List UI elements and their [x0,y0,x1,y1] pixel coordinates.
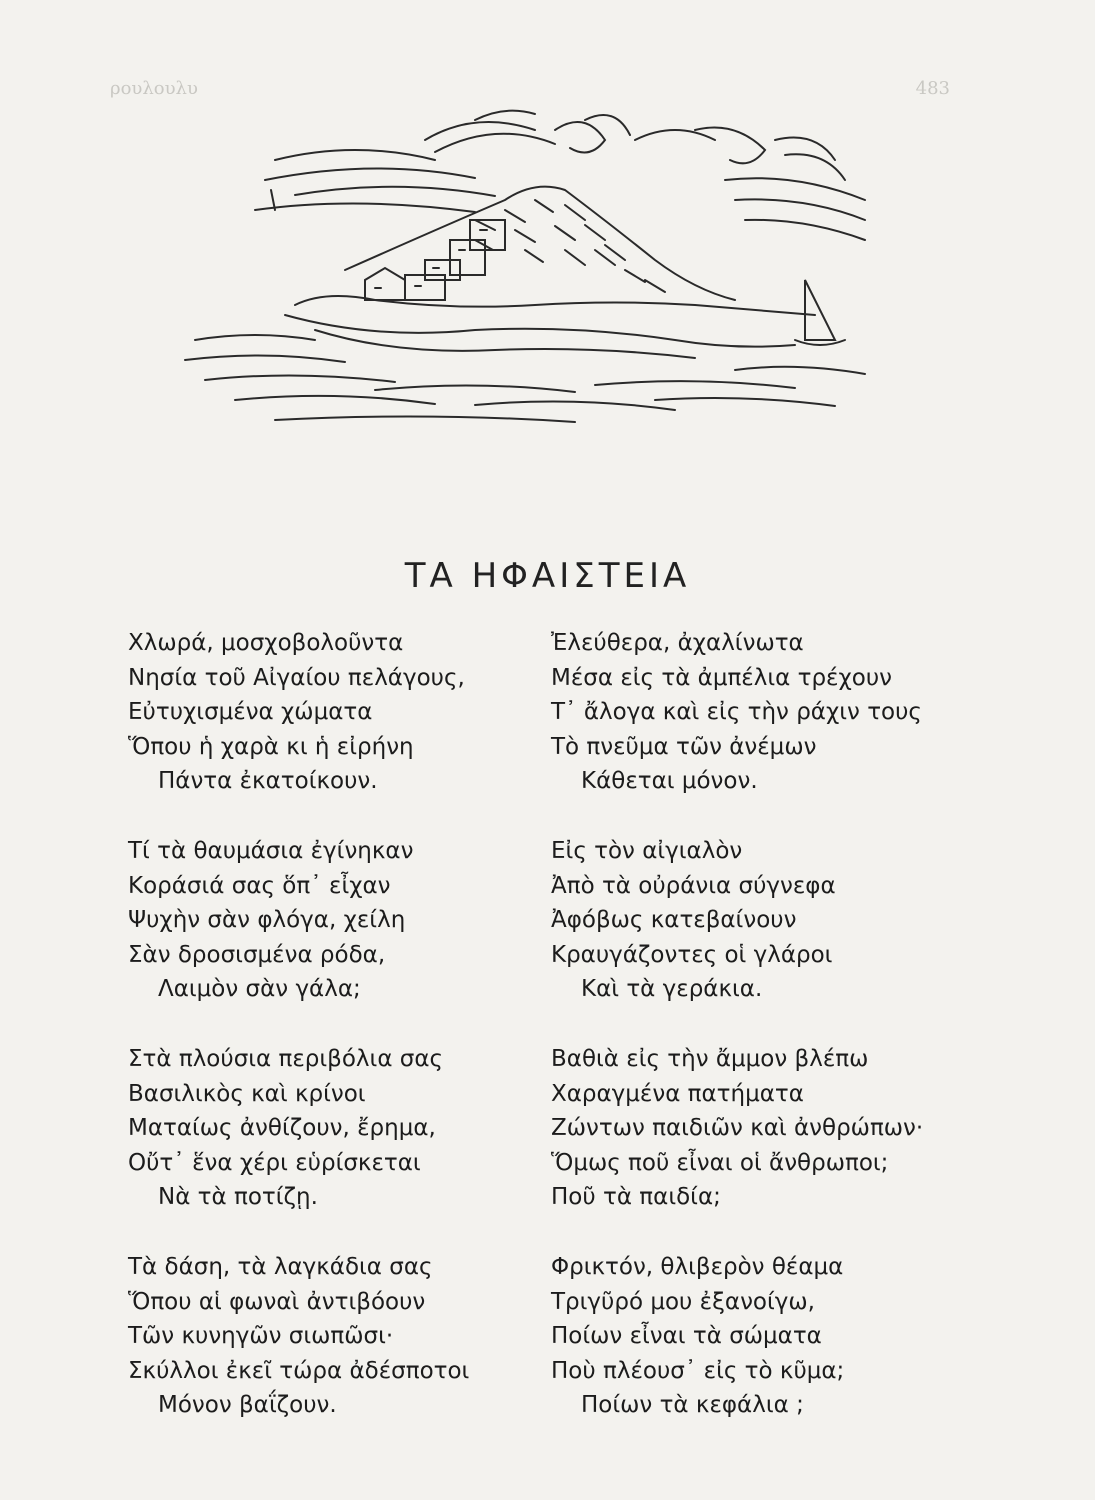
verse-line: Κραυγάζοντες οἱ γλάροι [551,941,833,968]
verse-line: Τί τὰ θαυμάσια ἐγίνηκαν [128,838,414,864]
verse-line: Ἐλεύθερα, ἀχαλίνωτα [551,630,804,656]
verse-line: Χλωρά, μοσχοβολοῦντα [128,630,404,656]
verse-line: Ποὺ πλέουσ᾿ εἰς τὸ κῦμα; [551,1357,845,1384]
verse-line: Στὰ πλούσια περιβόλια σας [128,1046,444,1072]
verse-line: Βασιλικὸς καὶ κρίνοι [128,1080,366,1107]
verse-line: Κάθεται μόνον. [581,768,758,794]
verse-line: Οὔτ᾿ ἕνα χέρι εὑρίσκεται [128,1149,421,1176]
left-column [128,626,558,1458]
verse-line: Ποίων τὰ κεφάλια ; [581,1392,804,1418]
verse-line: Ζώντων παιδιῶν καὶ ἀνθρώπων· [551,1115,924,1141]
verse-line: Ματαίως ἀνθίζουν, ἔρημα, [128,1115,436,1141]
verse-line: Τὰ δάση, τὰ λαγκάδια σας [128,1254,433,1280]
island-illustration [175,100,875,430]
verse-line: Ἀφόβως κατεβαίνουν [551,907,797,933]
verse-line: Κοράσιά σας ὅπ᾿ εἶχαν [128,872,391,899]
verse-line: Ψυχὴν σὰν φλόγα, χείλη [128,907,406,933]
stanza [128,834,558,1042]
stanza [128,1042,558,1250]
stanza [551,1042,981,1250]
right-column [551,626,981,1458]
verse-line: Ἀπὸ τὰ οὐράνια σύγνεφα [551,872,836,899]
verse-line: Βαθιὰ εἰς τὴν ἄμμον βλέπω [551,1046,869,1072]
verse-line: Μόνον βαΐζουν. [158,1392,337,1418]
verse-line: Τ᾿ ἄλογα καὶ εἰς τὴν ράχιν τους [551,699,922,725]
verse-line: Τῶν κυνηγῶν σιωπῶσι· [128,1323,394,1349]
stanza [128,1250,558,1458]
stanza [551,626,981,834]
running-header-text: ρουλουλυ [110,78,198,99]
poem-title: ΤΑ ΗΦΑΙΣΤΕΙΑ [404,556,691,596]
verse-line: Εἰς τὸν αἰγιαλὸν [551,838,743,864]
verse-line: Εὐτυχισμένα χώματα [128,699,373,725]
verse-line: Καὶ τὰ γεράκια. [581,976,763,1002]
verse-line: Νησία τοῦ Αἰγαίου πελάγους, [128,664,465,691]
stanza [551,834,981,1042]
verse-line: Σὰν δροσισμένα ρόδα, [128,941,386,968]
verse-line: Πάντα ἐκατοίκουν. [158,768,378,794]
verse-line: Νὰ τὰ ποτίζῃ. [158,1184,318,1210]
verse-line: Μέσα εἰς τὰ ἀμπέλια τρέχουν [551,664,893,691]
verse-line: Τὸ πνεῦμα τῶν ἀνέμων [551,733,817,760]
verse-line: Ποῦ τὰ παιδία; [551,1184,721,1210]
verse-line: Ὅπου αἱ φωναὶ ἀντιβόουν [128,1288,426,1315]
stanza [128,626,558,834]
page-number: 483 [915,78,950,99]
verse-line: Ποίων εἶναι τὰ σώματα [551,1323,822,1349]
verse-line: Τριγῦρό μου ἐξανοίγω, [551,1288,815,1315]
stanza [551,1250,981,1458]
verse-line: Χαραγμένα πατήματα [551,1080,804,1107]
verse-line: Ὅπου ἡ χαρὰ κι ἡ εἰρήνη [128,733,414,760]
running-header [110,78,950,102]
verse-line: Ὅμως ποῦ εἶναι οἱ ἄνθρωποι; [551,1149,889,1176]
verse-line: Λαιμὸν σὰν γάλα; [158,976,361,1002]
verse-line: Σκύλλοι ἐκεῖ τώρα ἀδέσποτοι [128,1357,470,1384]
verse-line: Φρικτόν, θλιβερὸν θέαμα [551,1254,844,1280]
